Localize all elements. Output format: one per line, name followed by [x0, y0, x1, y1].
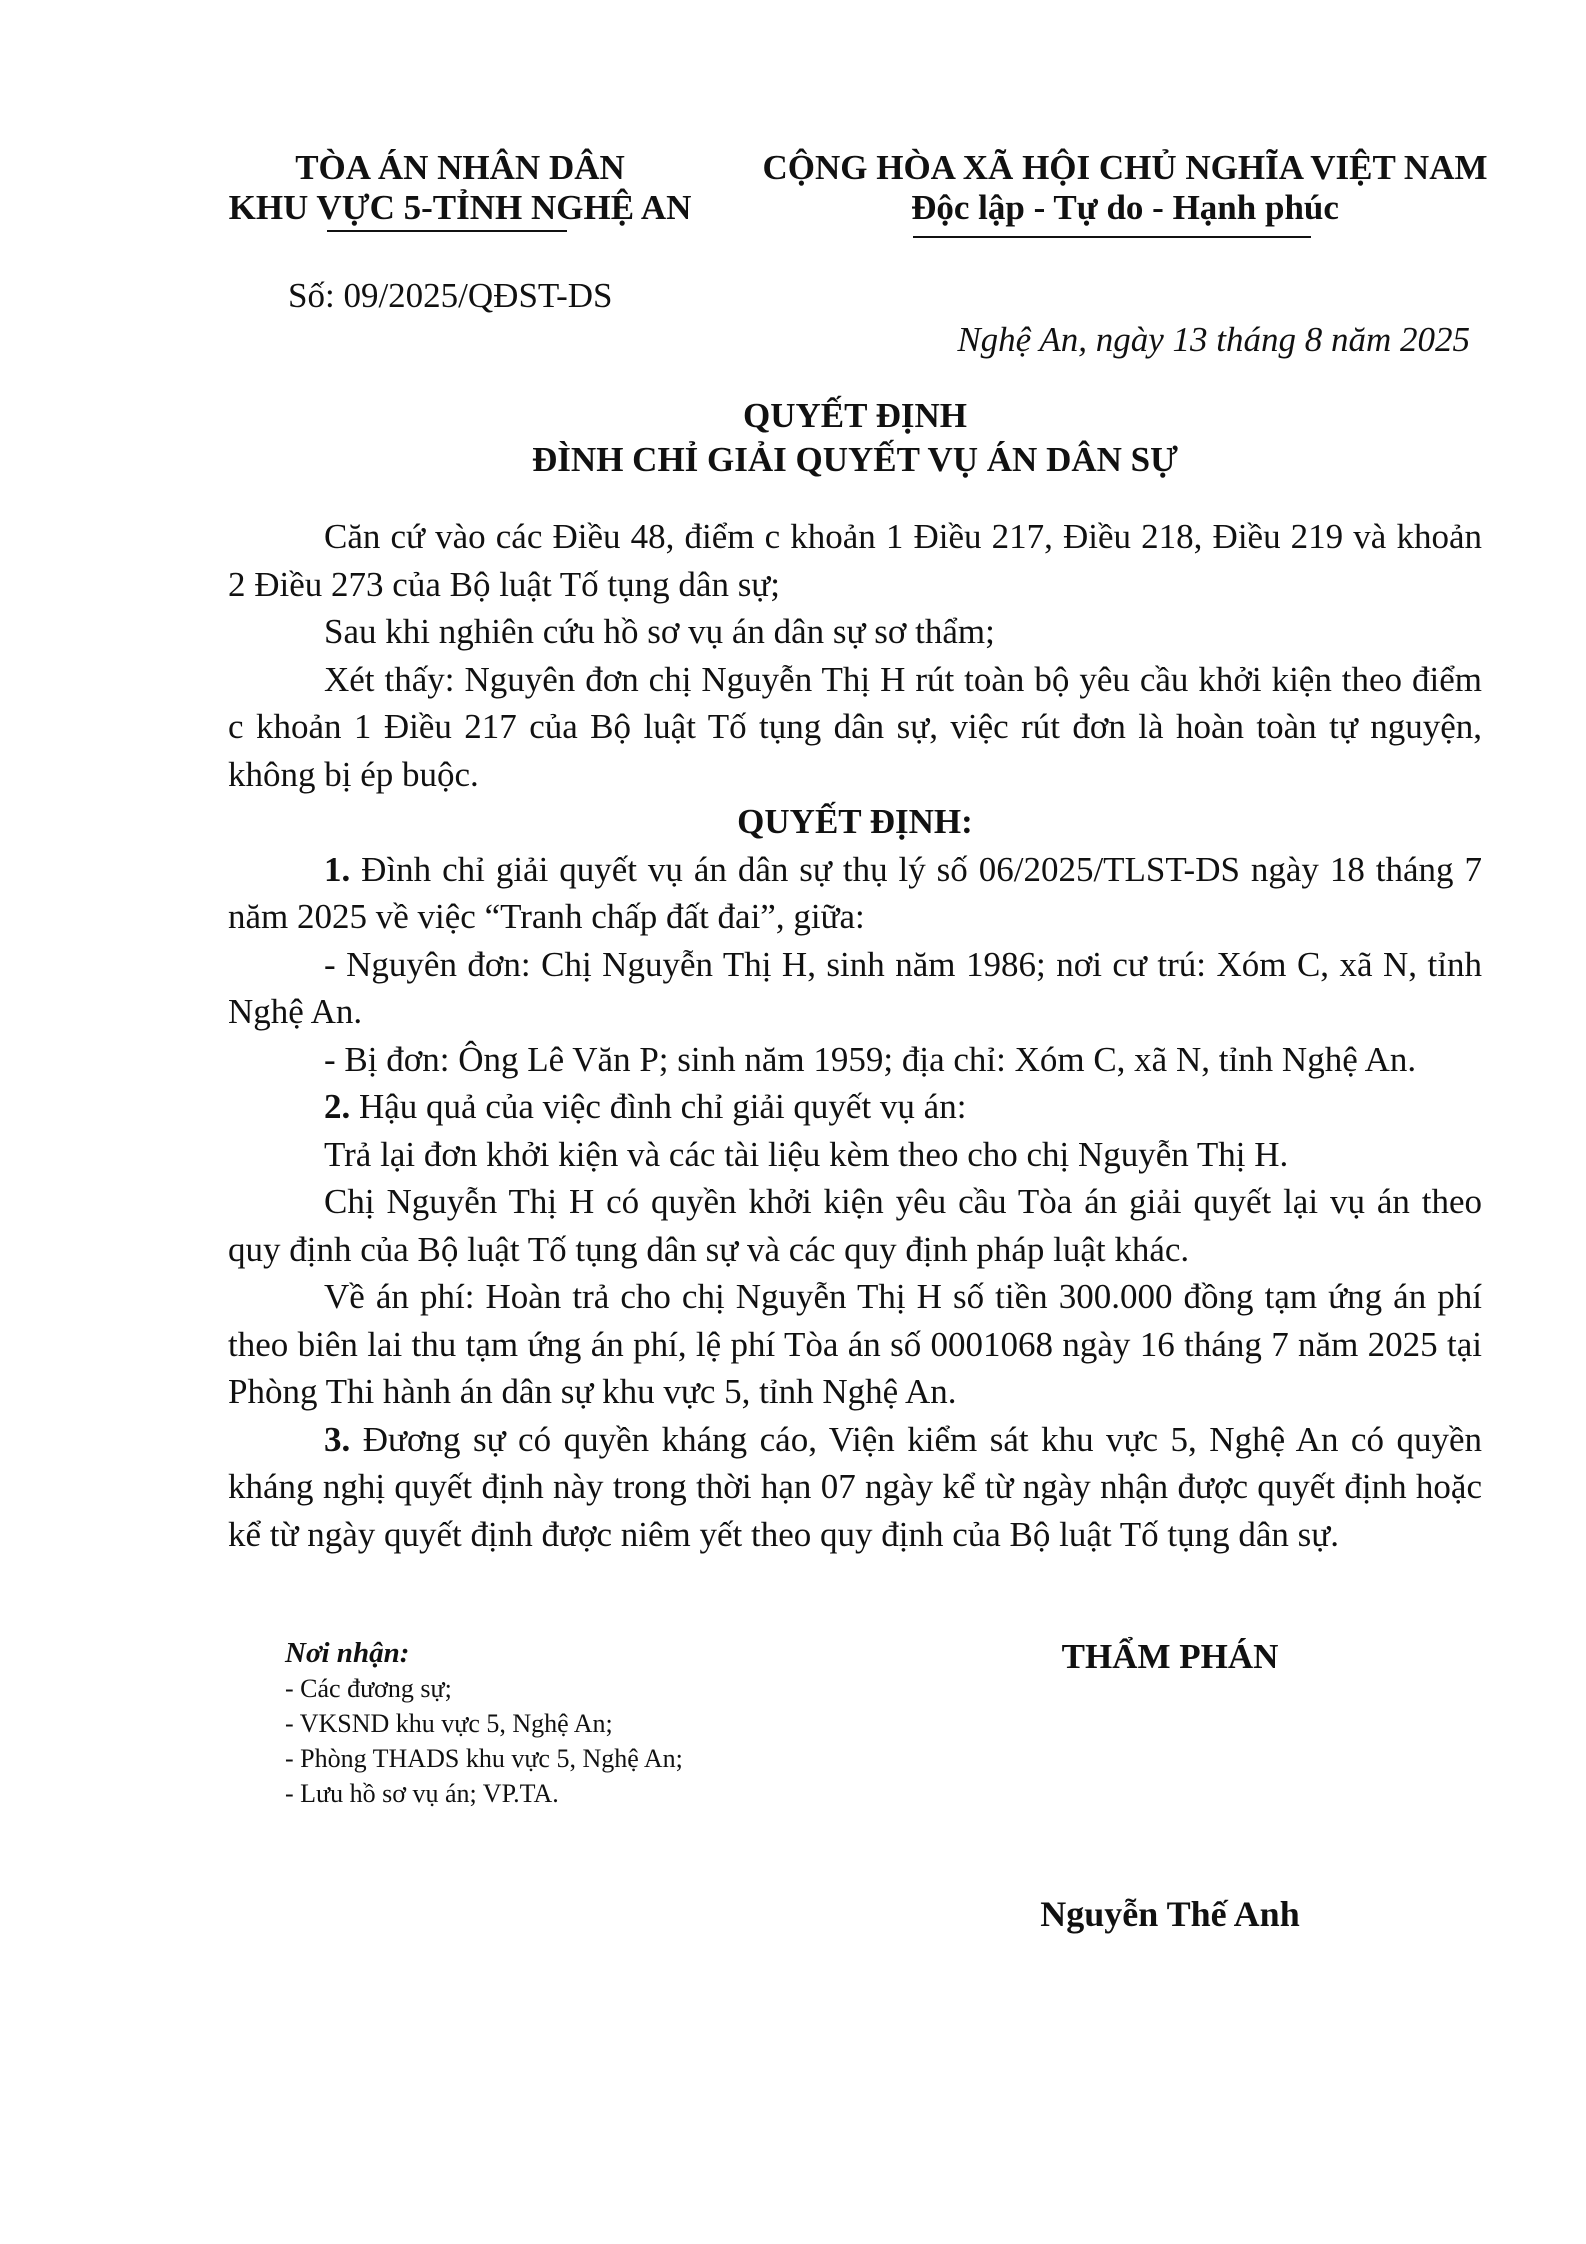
- national-motto-underline: [913, 236, 1311, 238]
- defendant-line: - Bị đơn: Ông Lê Văn P; sinh năm 1959; địa chỉ: Xóm C, xã N, tỉnh Nghệ An.: [324, 1039, 1417, 1079]
- decision-item-1-text: Đình chỉ giải quyết vụ án dân sự thụ lý số 06/2025/TLST-DS ngày 18 tháng 7 năm 2025 về việc “Tranh chấp đất đai”, giữa:: [228, 849, 1482, 936]
- court-name-underline: [327, 230, 567, 232]
- decision-item-2-number: 2.: [324, 1087, 351, 1126]
- decision-heading: QUYẾT ĐỊNH:: [737, 802, 973, 841]
- recipients-label: Nơi nhận:: [285, 1637, 410, 1669]
- document-body: [228, 513, 1482, 1558]
- document-title: [228, 394, 1482, 482]
- plaintiff-line: - Nguyên đơn: Chị Nguyễn Thị H, sinh năm 1986; nơi cư trú: Xóm C, xã N, tỉnh Nghệ An.: [228, 944, 1482, 1031]
- decision-item-1-number: 1.: [324, 849, 351, 889]
- finding-paragraph: Xét thấy: Nguyên đơn chị Nguyễn Thị H rút toàn bộ yêu cầu khởi kiện theo điểm c khoản 1 Điều 217 của Bộ luật Tố tụng dân sự, việc rút đơn là hoàn toàn tự nguyện, không bị ép buộc.: [228, 659, 1482, 794]
- recipient-item: - VKSND khu vực 5, Nghệ An;: [285, 1709, 613, 1738]
- decision-item-1: [228, 846, 1482, 941]
- national-motto: Độc lập - Tự do - Hạnh phúc: [911, 188, 1339, 227]
- recipient-item: - Các đương sự;: [285, 1674, 452, 1703]
- court-name-line1: TÒA ÁN NHÂN DÂN: [295, 148, 625, 187]
- decision-item-2: [228, 1083, 1482, 1131]
- decision-item-2-text: Hậu quả của việc đình chỉ giải quyết vụ án:: [350, 1087, 967, 1126]
- country-name: CỘNG HÒA XÃ HỘI CHỦ NGHĨA VIỆT NAM: [762, 148, 1488, 187]
- decision-item-3: [228, 1416, 1482, 1559]
- court-name-line2: KHU VỰC 5-TỈNH NGHỆ AN: [228, 188, 692, 227]
- legal-basis-paragraph: Căn cứ vào các Điều 48, điểm c khoản 1 Điều 217, Điều 218, Điều 219 và khoản 2 Điều 273 của Bộ luật Tố tụng dân sự;: [228, 517, 1482, 604]
- court-fee-paragraph: Về án phí: Hoàn trả cho chị Nguyễn Thị H số tiền 300.000 đồng tạm ứng án phí theo biên lai thu tạm ứng án phí, lệ phí Tòa án số 0001068 ngày 16 tháng 7 năm 2025 tại Phòng Thi hành án dân sự khu vực 5, tỉnh Nghệ An.: [228, 1277, 1482, 1411]
- place-and-date: Nghệ An, ngày 13 tháng 8 năm 2025: [957, 320, 1470, 359]
- recipient-item: - Lưu hồ sơ vụ án; VP.TA.: [285, 1779, 559, 1808]
- recipient-item: - Phòng THADS khu vực 5, Nghệ An;: [285, 1744, 683, 1773]
- return-documents-paragraph: Trả lại đơn khởi kiện và các tài liệu kèm theo cho chị Nguyễn Thị H.: [324, 1134, 1289, 1174]
- document-title-line2: ĐÌNH CHỈ GIẢI QUYẾT VỤ ÁN DÂN SỰ: [532, 440, 1178, 479]
- judge-name: Nguyễn Thế Anh: [1040, 1894, 1300, 1934]
- document-number: Số: 09/2025/QĐST-DS: [288, 276, 613, 315]
- court-name-block: [200, 148, 720, 228]
- decision-item-3-number: 3.: [324, 1419, 351, 1459]
- right-to-refile-paragraph: Chị Nguyễn Thị H có quyền khởi kiện yêu cầu Tòa án giải quyết lại vụ án theo quy định của Bộ luật Tố tụng dân sự và các quy định pháp luật khác.: [228, 1182, 1482, 1269]
- judge-title: THẨM PHÁN: [1061, 1637, 1279, 1676]
- recipients-block: [285, 1636, 845, 1811]
- review-paragraph: Sau khi nghiên cứu hồ sơ vụ án dân sự sơ thẩm;: [324, 612, 995, 651]
- document-title-line1: QUYẾT ĐỊNH: [743, 396, 967, 435]
- decision-item-3-text: Đương sự có quyền kháng cáo, Viện kiểm sát khu vực 5, Nghệ An có quyền kháng nghị quyết định này trong thời hạn 07 ngày kể từ ngày nhận được quyết định hoặc kể từ ngày quyết định được niêm yết theo quy định của Bộ luật Tố tụng dân sự.: [228, 1419, 1482, 1554]
- national-motto-block: [735, 148, 1515, 228]
